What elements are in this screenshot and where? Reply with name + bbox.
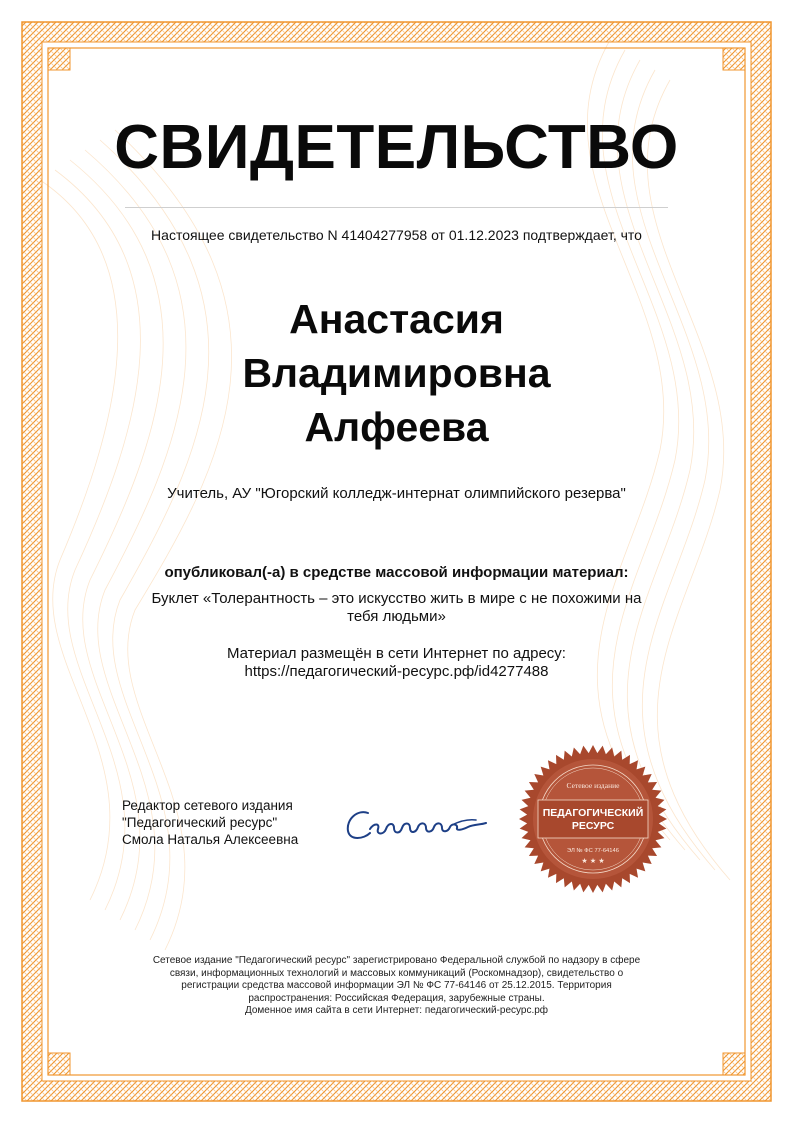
material-url: https://педагогический-ресурс.рф/id4277488 xyxy=(244,663,549,680)
heading-divider xyxy=(125,207,668,208)
placed-label: Материал размещён в сети Интернет по адресу: xyxy=(227,645,566,662)
footer-line: связи, информационных технологий и массовых коммуникаций (Роскомнадзор), свидетельство о xyxy=(169,967,624,979)
publication-seal xyxy=(518,744,668,894)
seal-top-text: Сетевое издание xyxy=(566,781,620,790)
editor-name: Смола Наталья Алексеевна xyxy=(122,832,299,847)
recipient-first-name: Анастасия xyxy=(289,296,504,342)
footer-line: регистрации средства массовой информации ЭЛ № ФС 77-64146 от 25.12.2015. Территория xyxy=(181,980,612,992)
material-location xyxy=(125,645,668,681)
certificate-heading: СВИДЕТЕЛЬСТВО xyxy=(114,113,679,182)
registration-footer xyxy=(118,955,675,1018)
certificate-confirmation: Настоящее свидетельство N 41404277958 от 01.12.2023 подтверждает, что xyxy=(151,227,642,243)
recipient-patronymic: Владимировна xyxy=(242,350,551,396)
seal-title-line: РЕСУРС xyxy=(571,820,615,832)
editor-publication: "Педагогический ресурс" xyxy=(122,815,278,830)
editor-title: Редактор сетевого издания xyxy=(122,798,293,813)
seal-registration: ЭЛ № ФС 77-64146 xyxy=(567,848,619,854)
editor-signature xyxy=(340,795,495,855)
material-title-line: Буклет «Толерантность – это искусство жить в мире с не похожими на xyxy=(151,590,642,607)
material-title-line: тебя людьми» xyxy=(347,608,446,625)
recipient-position: Учитель, АУ "Югорский колледж-интернат олимпийского резерва" xyxy=(167,485,626,502)
published-label: опубликовал(-а) в средстве массовой информации материал: xyxy=(164,564,629,581)
footer-line: Сетевое издание "Педагогический ресурс" зарегистрировано Федеральной службой по надзору в сфере xyxy=(152,955,641,966)
footer-line: распространения: Российская Федерация, зарубежные страны. xyxy=(248,992,545,1004)
recipient-name xyxy=(150,292,643,454)
seal-title-line: ПЕДАГОГИЧЕСКИЙ xyxy=(542,807,644,819)
editor-block xyxy=(122,797,298,848)
recipient-last-name: Алфеева xyxy=(304,404,489,450)
material-title xyxy=(125,590,668,626)
seal-stars: ★ ★ ★ xyxy=(581,857,605,865)
footer-line: Доменное имя сайта в сети Интернет: педагогический-ресурс.рф xyxy=(244,1005,549,1017)
